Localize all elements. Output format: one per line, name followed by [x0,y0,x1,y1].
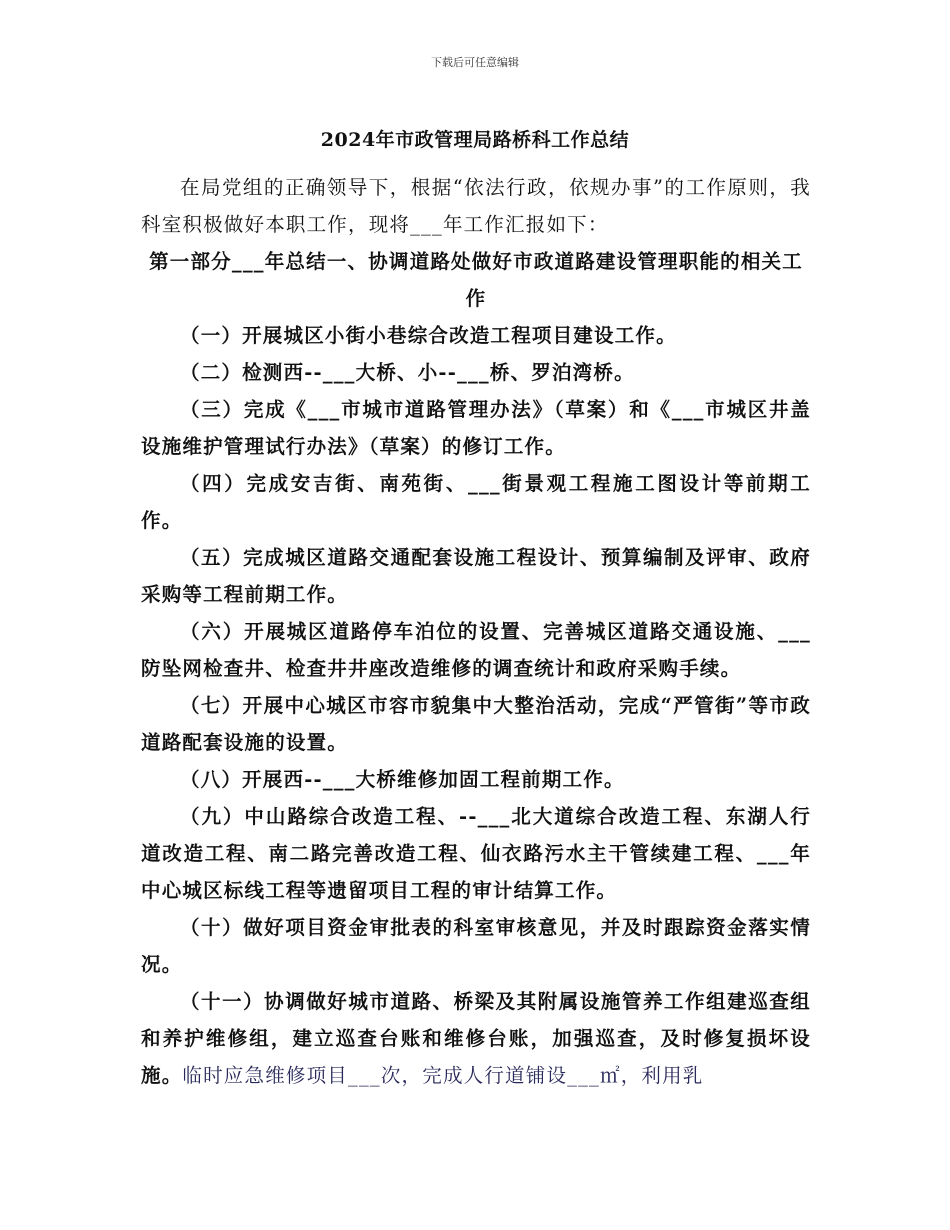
list-item: （七）开展中心城区市容市貌集中大整治活动，完成“严管街”等市政道路配套设施的设置。 [141,694,811,754]
list-item: （八）开展西--___大桥维修加固工程前期工作。 [180,768,625,791]
section-heading: 第一部分___年总结一、协调道路处做好市政道路建设管理职能的相关工作 [149,250,803,310]
list-item [141,983,811,1094]
list-item: （十）做好项目资金审批表的科室审核意见，并及时跟踪资金落实情况。 [141,916,811,976]
page-header-note: 下载后可任意编辑 [431,56,519,69]
item11-tail-text: 临时应急维修项目___次，完成人行道铺设___㎡，利用乳 [182,1064,704,1087]
item11-bold-text: （十一）协调做好城市道路、桥梁及其附属设施管养工作组建巡查组和养护维修组，建立巡查台账和维修台账，加强巡查，及时修复损坏设施。 [141,990,811,1087]
list-item: （三）完成《___市城市道路管理办法》（草案）和《___市城区井盖设施维护管理试行办法》（草案）的修订工作。 [141,398,811,458]
document-title: 2024年市政管理局路桥科工作总结 [320,129,630,151]
list-item: （二）检测西--___大桥、小--___桥、罗泊湾桥。 [180,361,635,384]
intro-paragraph: 在局党组的正确领导下，根据“依法行政，依规办事”的工作原则，我科室积极做好本职工作，现将___年工作汇报如下： [141,176,811,236]
document-body [141,169,811,1094]
list-item: （四）完成安吉街、南苑街、___街景观工程施工图设计等前期工作。 [141,472,811,532]
list-item: （九）中山路综合改造工程、--___北大道综合改造工程、东湖人行道改造工程、南二路完善改造工程、仙衣路污水主干管续建工程、___年中心城区标线工程等遗留项目工程的审计结算工作。 [141,805,811,902]
list-item: （五）完成城区道路交通配套设施工程设计、预算编制及评审、政府采购等工程前期工作。 [141,546,811,606]
list-item: （六）开展城区道路停车泊位的设置、完善城区道路交通设施、___防坠网检查井、检查井井座改造维修的调查统计和政府采购手续。 [141,620,811,680]
list-item: （一）开展城区小街小巷综合改造工程项目建设工作。 [180,324,677,347]
